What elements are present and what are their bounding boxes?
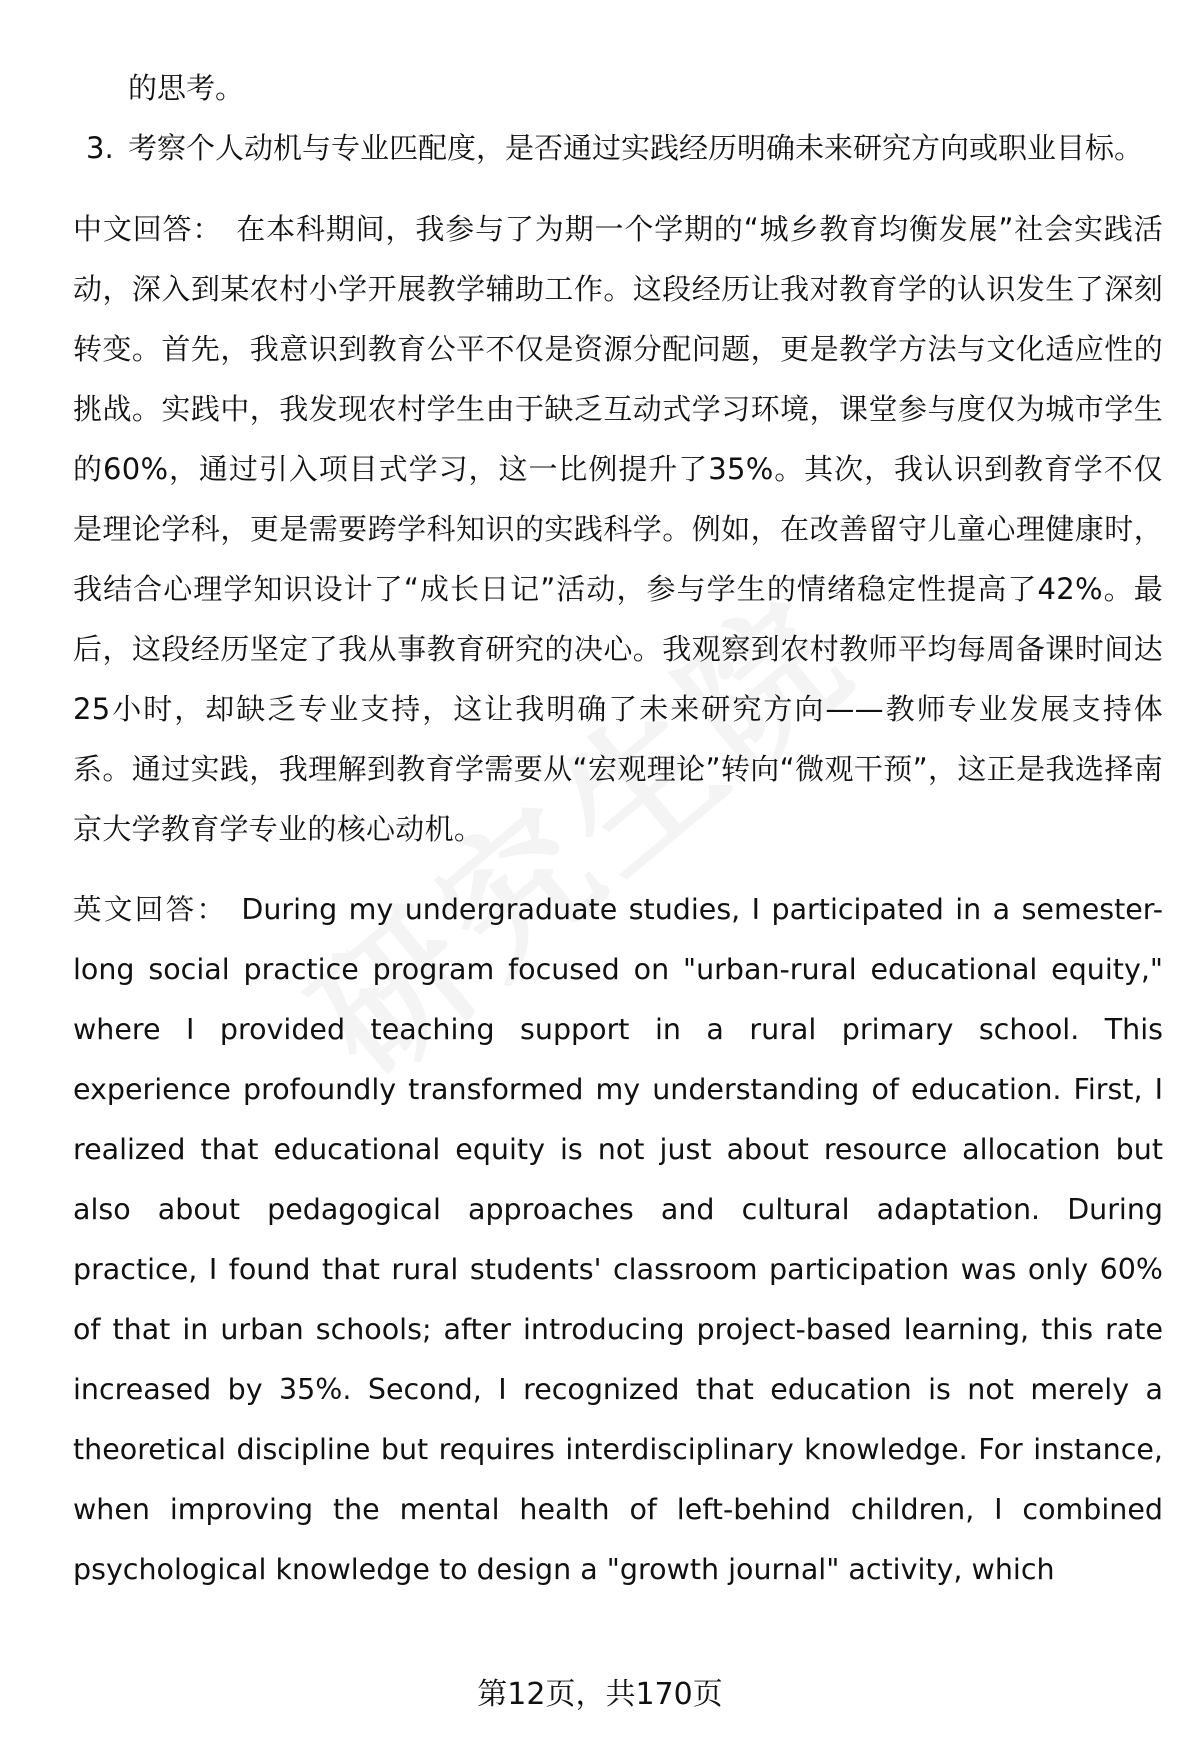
english-answer-paragraph [73, 880, 1163, 1600]
chinese-answer-paragraph [73, 199, 1163, 859]
page-content [73, 58, 1163, 1600]
list-item-text: 的思考。 [128, 71, 245, 105]
list-item-3 [73, 118, 1163, 178]
english-answer-text: During my undergraduate studies, I participated in a semester-long social practice program focused on "urban-rural educational equity," where I provided teaching support in a rural primary school. This experience profoundly transformed my understanding of education. First, I realized that educational equity is not just about resource allocation but also about pedagogical approaches and cultural adaptation. During practice, I found that rural students' classroom participation was only 60% of that in urban schools; after introducing project-based learning, this rate increased by 35%. Second, I recognized that education is not merely a theoretical discipline but requires interdisciplinary knowledge. For instance, when improving the mental health of left-behind children, I combined psychological knowledge to design a "growth journal" activity, which [73, 893, 1163, 1586]
list-item-continuation [73, 58, 1163, 118]
list-item-number: 3. [86, 131, 114, 165]
page-footer [0, 1675, 1200, 1715]
chinese-answer-label: 中文回答： [73, 212, 223, 246]
list-item-text: 考察个人动机与专业匹配度，是否通过实践经历明确未来研究方向或职业目标。 [128, 131, 1144, 165]
page-number: 第12页，共170页 [477, 1677, 723, 1712]
chinese-answer-text: 在本科期间，我参与了为期一个学期的“城乡教育均衡发展”社会实践活动，深入到某农村小学开展教学辅助工作。这段经历让我对教育学的认识发生了深刻转变。首先，我意识到教育公平不仅是资源分配问题，更是教学方法与文化适应性的挑战。实践中，我发现农村学生由于缺乏互动式学习环境，课堂参与度仅为城市学生的60%，通过引入项目式学习，这一比例提升了35%。其次，我认识到教育学不仅是理论学科，更是需要跨学科知识的实践科学。例如，在改善留守儿童心理健康时，我结合心理学知识设计了“成长日记”活动，参与学生的情绪稳定性提高了42%。最后，这段经历坚定了我从事教育研究的决心。我观察到农村教师平均每周备课时间达25小时，却缺乏专业支持，这让我明确了未来研究方向——教师专业发展支持体系。通过实践，我理解到教育学需要从“宏观理论”转向“微观干预”，这正是我选择南京大学教育学专业的核心动机。 [73, 212, 1163, 846]
english-answer-label: 英文回答： [73, 893, 228, 926]
criteria-list [73, 58, 1163, 178]
